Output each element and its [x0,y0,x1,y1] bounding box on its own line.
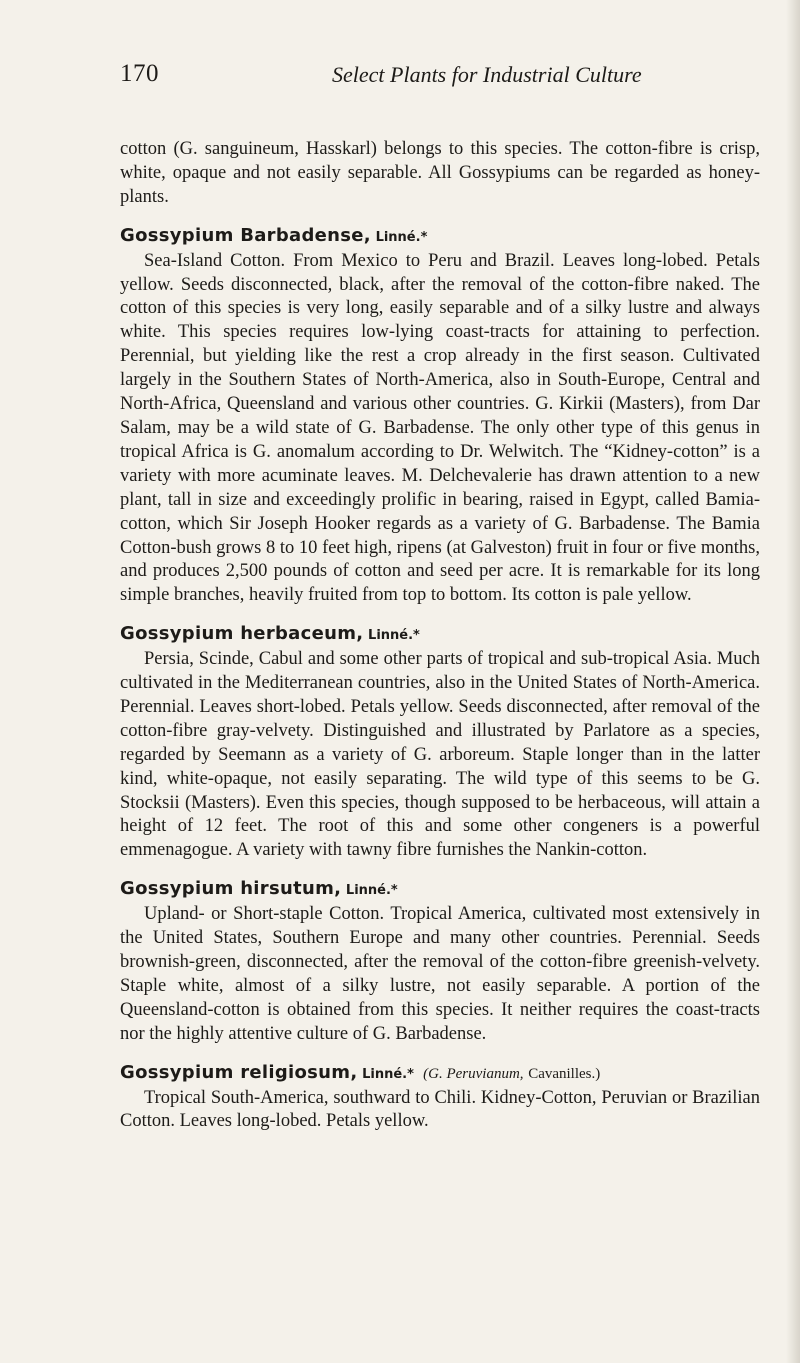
species-name: Gossypium Barbadense, [120,224,371,246]
page-body [120,138,760,1134]
species-entry-hirsutum [120,877,760,1046]
species-name: Gossypium herbaceum, [120,623,364,645]
species-description: Persia, Scinde, Cabul and some other parts of tropical and sub-tropical Asia. Much cultivated in the Mediterranean countries, also in the United States of North-America. Perennial. Leaves short-lobed. Petals yellow. Seeds disconnected, after removal of the cotton-fibre gray-velvety. Distinguished and illustrated by Parlatore as a species, regarded by Seemann as a variety of G. arboreum. Staple longer than in the latter kind, white-opaque, not easily separating. The wild type of this seems to be G. Stocksii (Masters). Even this species, though supposed to be herbaceous, will attain a height of 12 feet. The root of this and some other congeners is a powerful emmenagogue. A variety with tawny fibre furnishes the Nankin-cotton. [120,649,760,861]
species-synonym-author: Cavanilles.) [528,1065,601,1082]
species-description: Upland- or Short-staple Cotton. Tropical America, cultivated most extensively in the United States, Southern Europe and many other countries. Perennial. Seeds brownish-green, disconnected, after the removal of the cotton-fibre greenish-velvety. Staple white, almost of a silky lustre, not easily separable. A portion of the Queensland-cotton is obtained from this species. It neither requires the coast-tracts nor the highly attentive culture of G. Barbadense. [120,904,760,1044]
species-name: Gossypium religiosum, [120,1061,358,1083]
species-entry-religiosum [120,1061,760,1135]
species-authority: Linné.* [362,1066,414,1082]
running-title: Select Plants for Industrial Culture [332,62,642,87]
species-name: Gossypium hirsutum, [120,878,342,900]
species-authority: Linné.* [375,229,428,245]
species-description: Tropical South-America, southward to Chili. Kidney-Cotton, Peruvian or Brazilian Cotton. Leaves long-lobed. Petals yellow. [120,1087,760,1132]
species-heading [120,877,760,903]
species-heading [120,224,760,250]
species-entry-herbaceum [120,622,760,863]
species-heading [120,1061,760,1087]
page-header [120,60,760,96]
page-shadow-edge [786,0,800,1363]
species-entry-barbadense [120,224,760,609]
species-heading [120,622,760,648]
species-authority: Linné.* [368,628,420,644]
species-authority: Linné.* [345,883,398,899]
page-number: 170 [120,60,159,87]
intro-paragraph: cotton (G. sanguineum, Hasskarl) belongs to this species. The cotton-fibre is crisp, white, opaque and not easily separable. All Gossypiums can be regarded as honey-plants. [120,139,760,207]
species-description: Sea-Island Cotton. From Mexico to Peru and Brazil. Leaves long-lobed. Petals yellow. Seeds disconnected, black, after the removal of the cotton-fibre naked. The cotton of this species is very long, easily separable and of a silky lustre and always white. This species requires low-lying coast-tracts for attaining to perfection. Perennial, but yielding like the rest a crop already in the first season. Cultivated largely in the Southern States of North-America, also in South-Europe, Central and North-Africa, Queensland and various other countries. G. Kirkii (Masters), from Dar Salam, may be a wild state of G. Barbadense. The only other type of this genus in tropical Africa is G. anomalum according to Dr. Welwitch. The “Kidney-cotton” is a variety with more acuminate leaves. M. Delchevalerie has drawn attention to a new plant, tall in size and exceedingly prolific in bearing, raised in Egypt, called Bamia-cotton, which Sir Joseph Hooker regards as a variety of G. Barbadense. The Bamia Cotton-bush grows 8 to 10 feet high, ripens (at Galveston) fruit in four or five months, and produces 2,500 pounds of cotton and seed per acre. It is remarkable for its long simple branches, heavily fruited from top to bottom. Its cotton is pale yellow. [120,250,760,606]
species-synonym: (G. Peruvianum, [423,1065,524,1082]
